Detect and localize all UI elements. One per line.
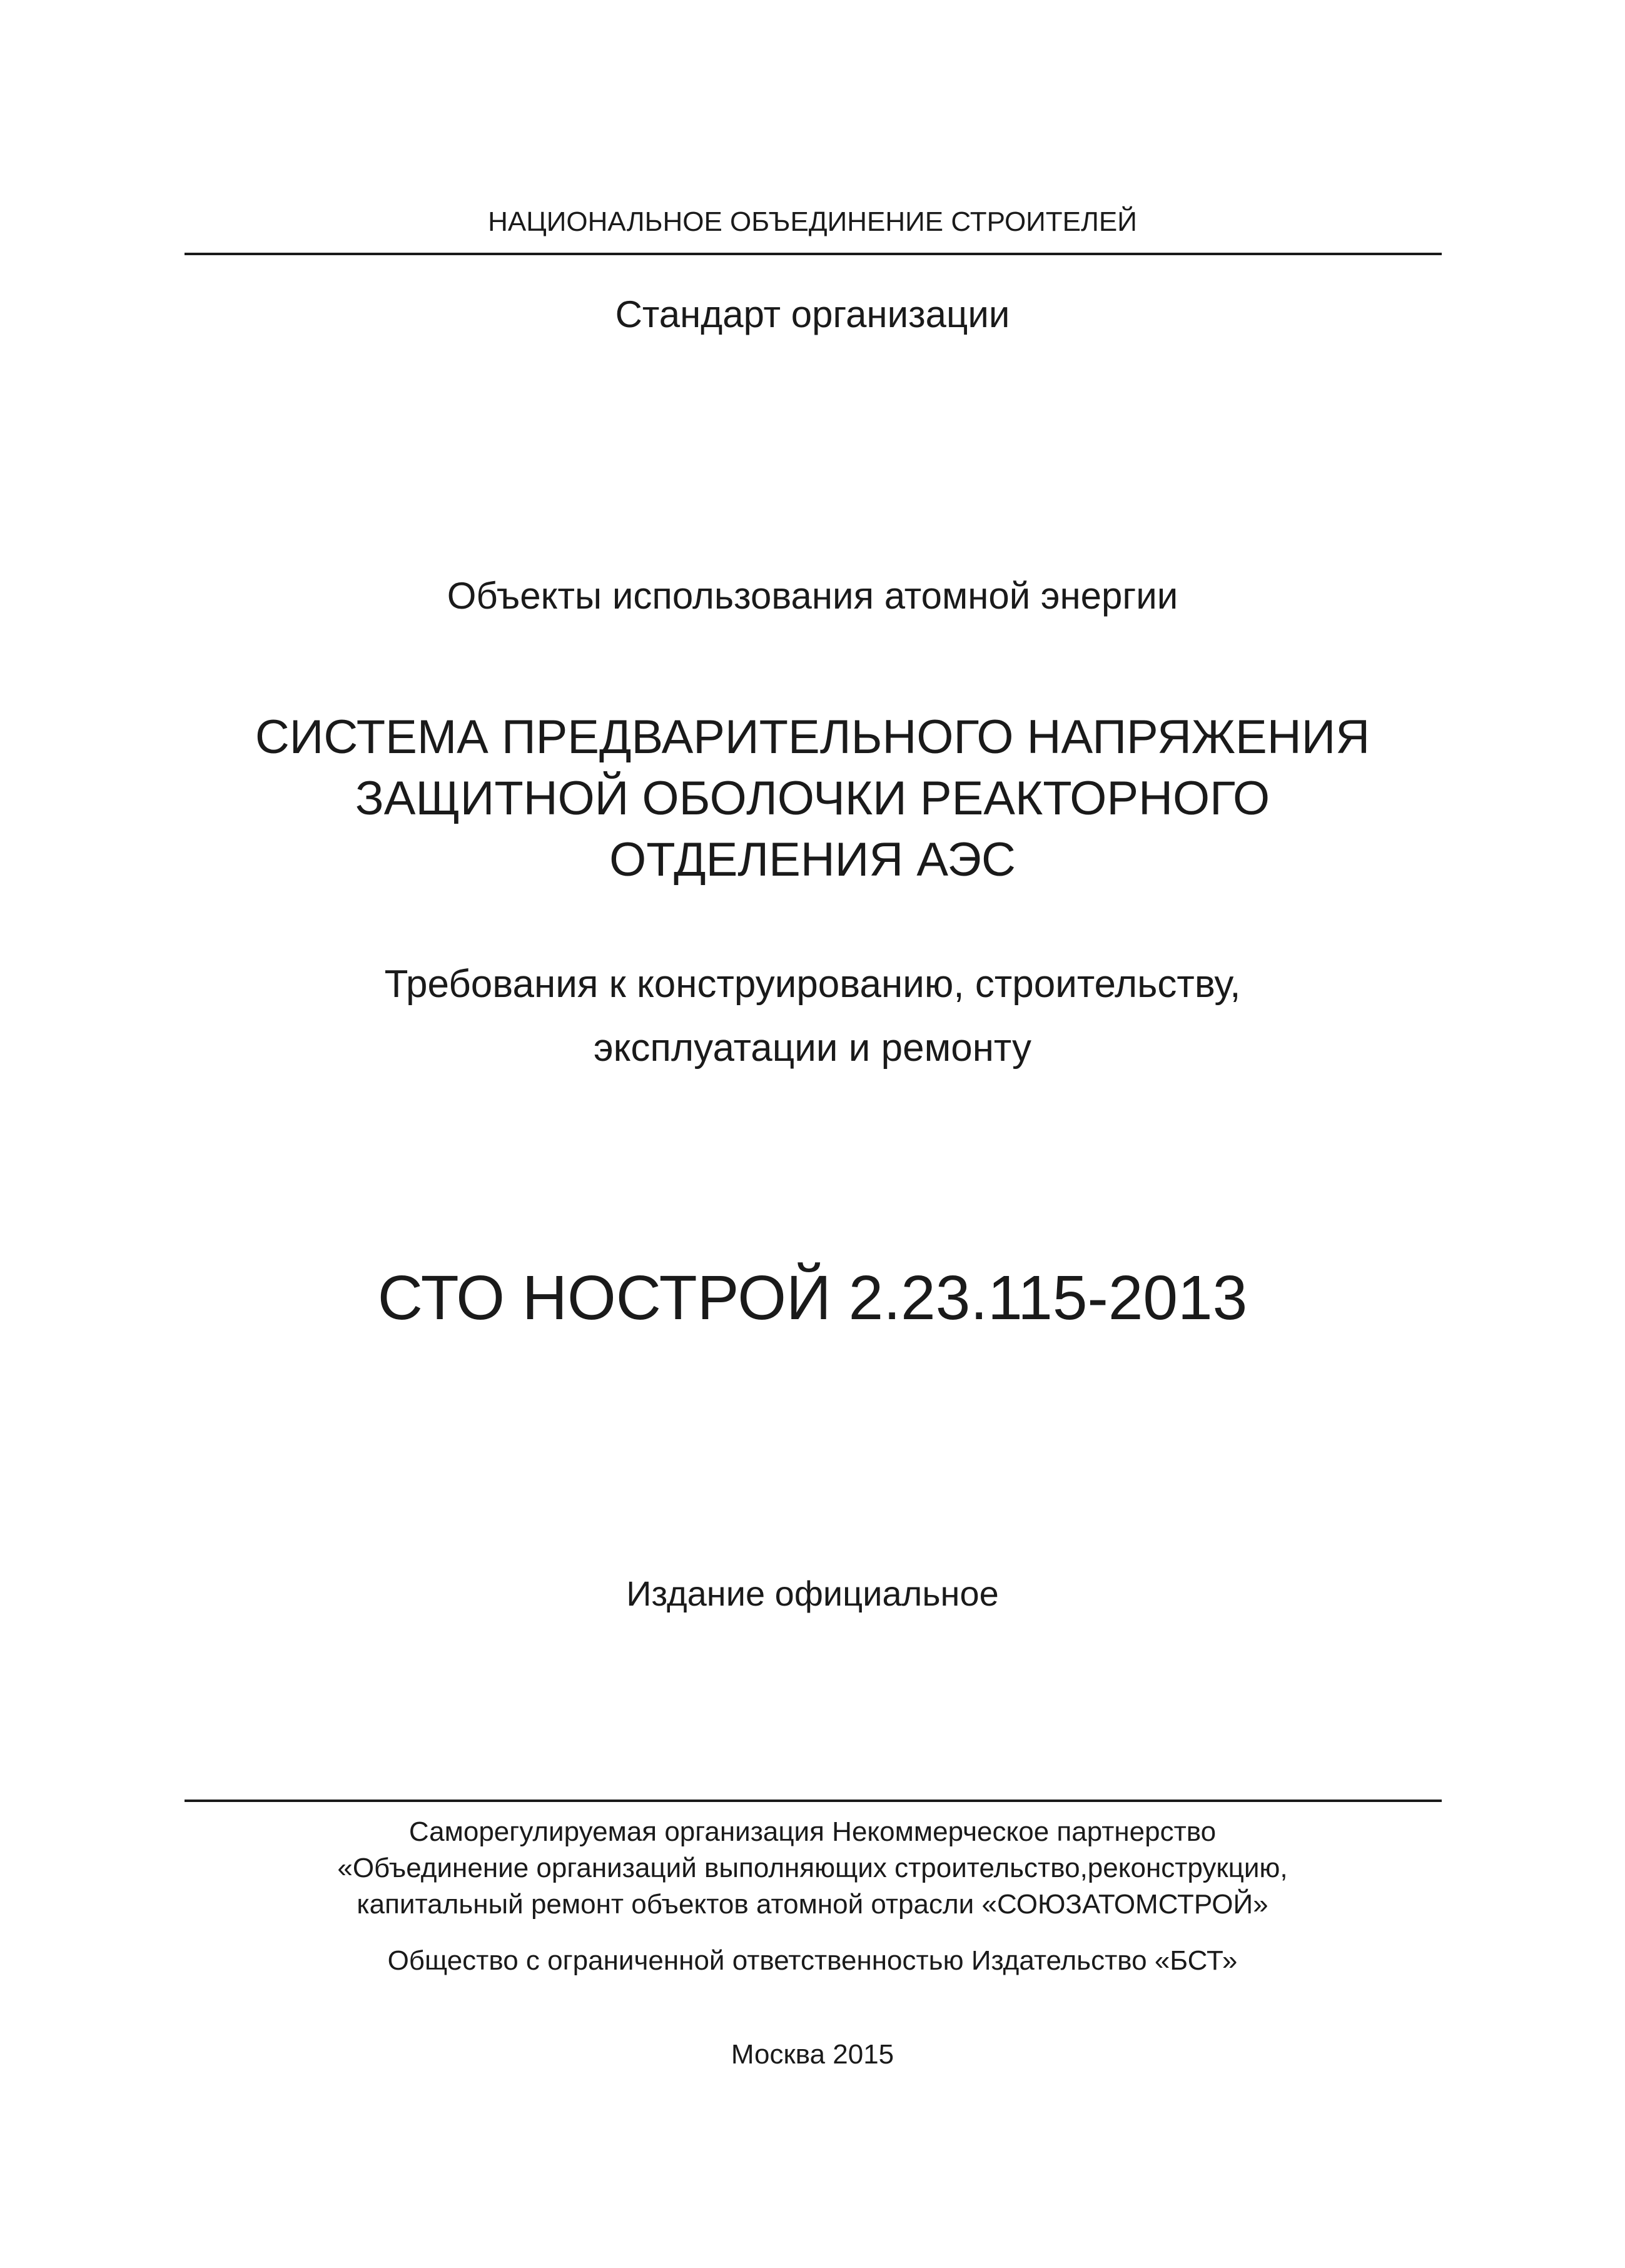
developer-line: Саморегулируемая организация Некоммерческое партнерство	[408, 1816, 1217, 1847]
document-title-line: СИСТЕМА ПРЕДВАРИТЕЛЬНОГО НАПРЯЖЕНИЯ	[255, 711, 1370, 764]
document-designation: СТО НОСТРОЙ 2.23.115-2013	[377, 1263, 1248, 1333]
document-subject: Объекты использования атомной энергии	[447, 575, 1178, 617]
document-title-line: ЗАЩИТНОЙ ОБОЛОЧКИ РЕАКТОРНОГО	[355, 772, 1270, 825]
developer-line: «Объединение организаций выполняющих строительство,реконструкцию,	[337, 1853, 1288, 1883]
developer-line: капитальный ремонт объектов атомной отрасли «СОЮЗАТОМСТРОЙ»	[357, 1889, 1268, 1920]
organization-name: НАЦИОНАЛЬНОЕ ОБЪЕДИНЕНИЕ СТРОИТЕЛЕЙ	[488, 206, 1137, 237]
header-divider	[185, 253, 1442, 255]
publisher-name: Общество с ограниченной ответственностью Издательство «БСТ»	[387, 1945, 1238, 1976]
document-subtitle-line: Требования к конструированию, строительству,	[384, 963, 1241, 1006]
standard-type-label: Стандарт организации	[615, 293, 1010, 335]
edition-label: Издание официальное	[626, 1574, 999, 1613]
document-title-line: ОТДЕЛЕНИЯ АЭС	[609, 833, 1016, 886]
document-subtitle-line: эксплуатации и ремонту	[593, 1026, 1032, 1070]
footer-divider	[185, 1800, 1442, 1802]
place-and-year: Москва 2015	[731, 2039, 894, 2070]
